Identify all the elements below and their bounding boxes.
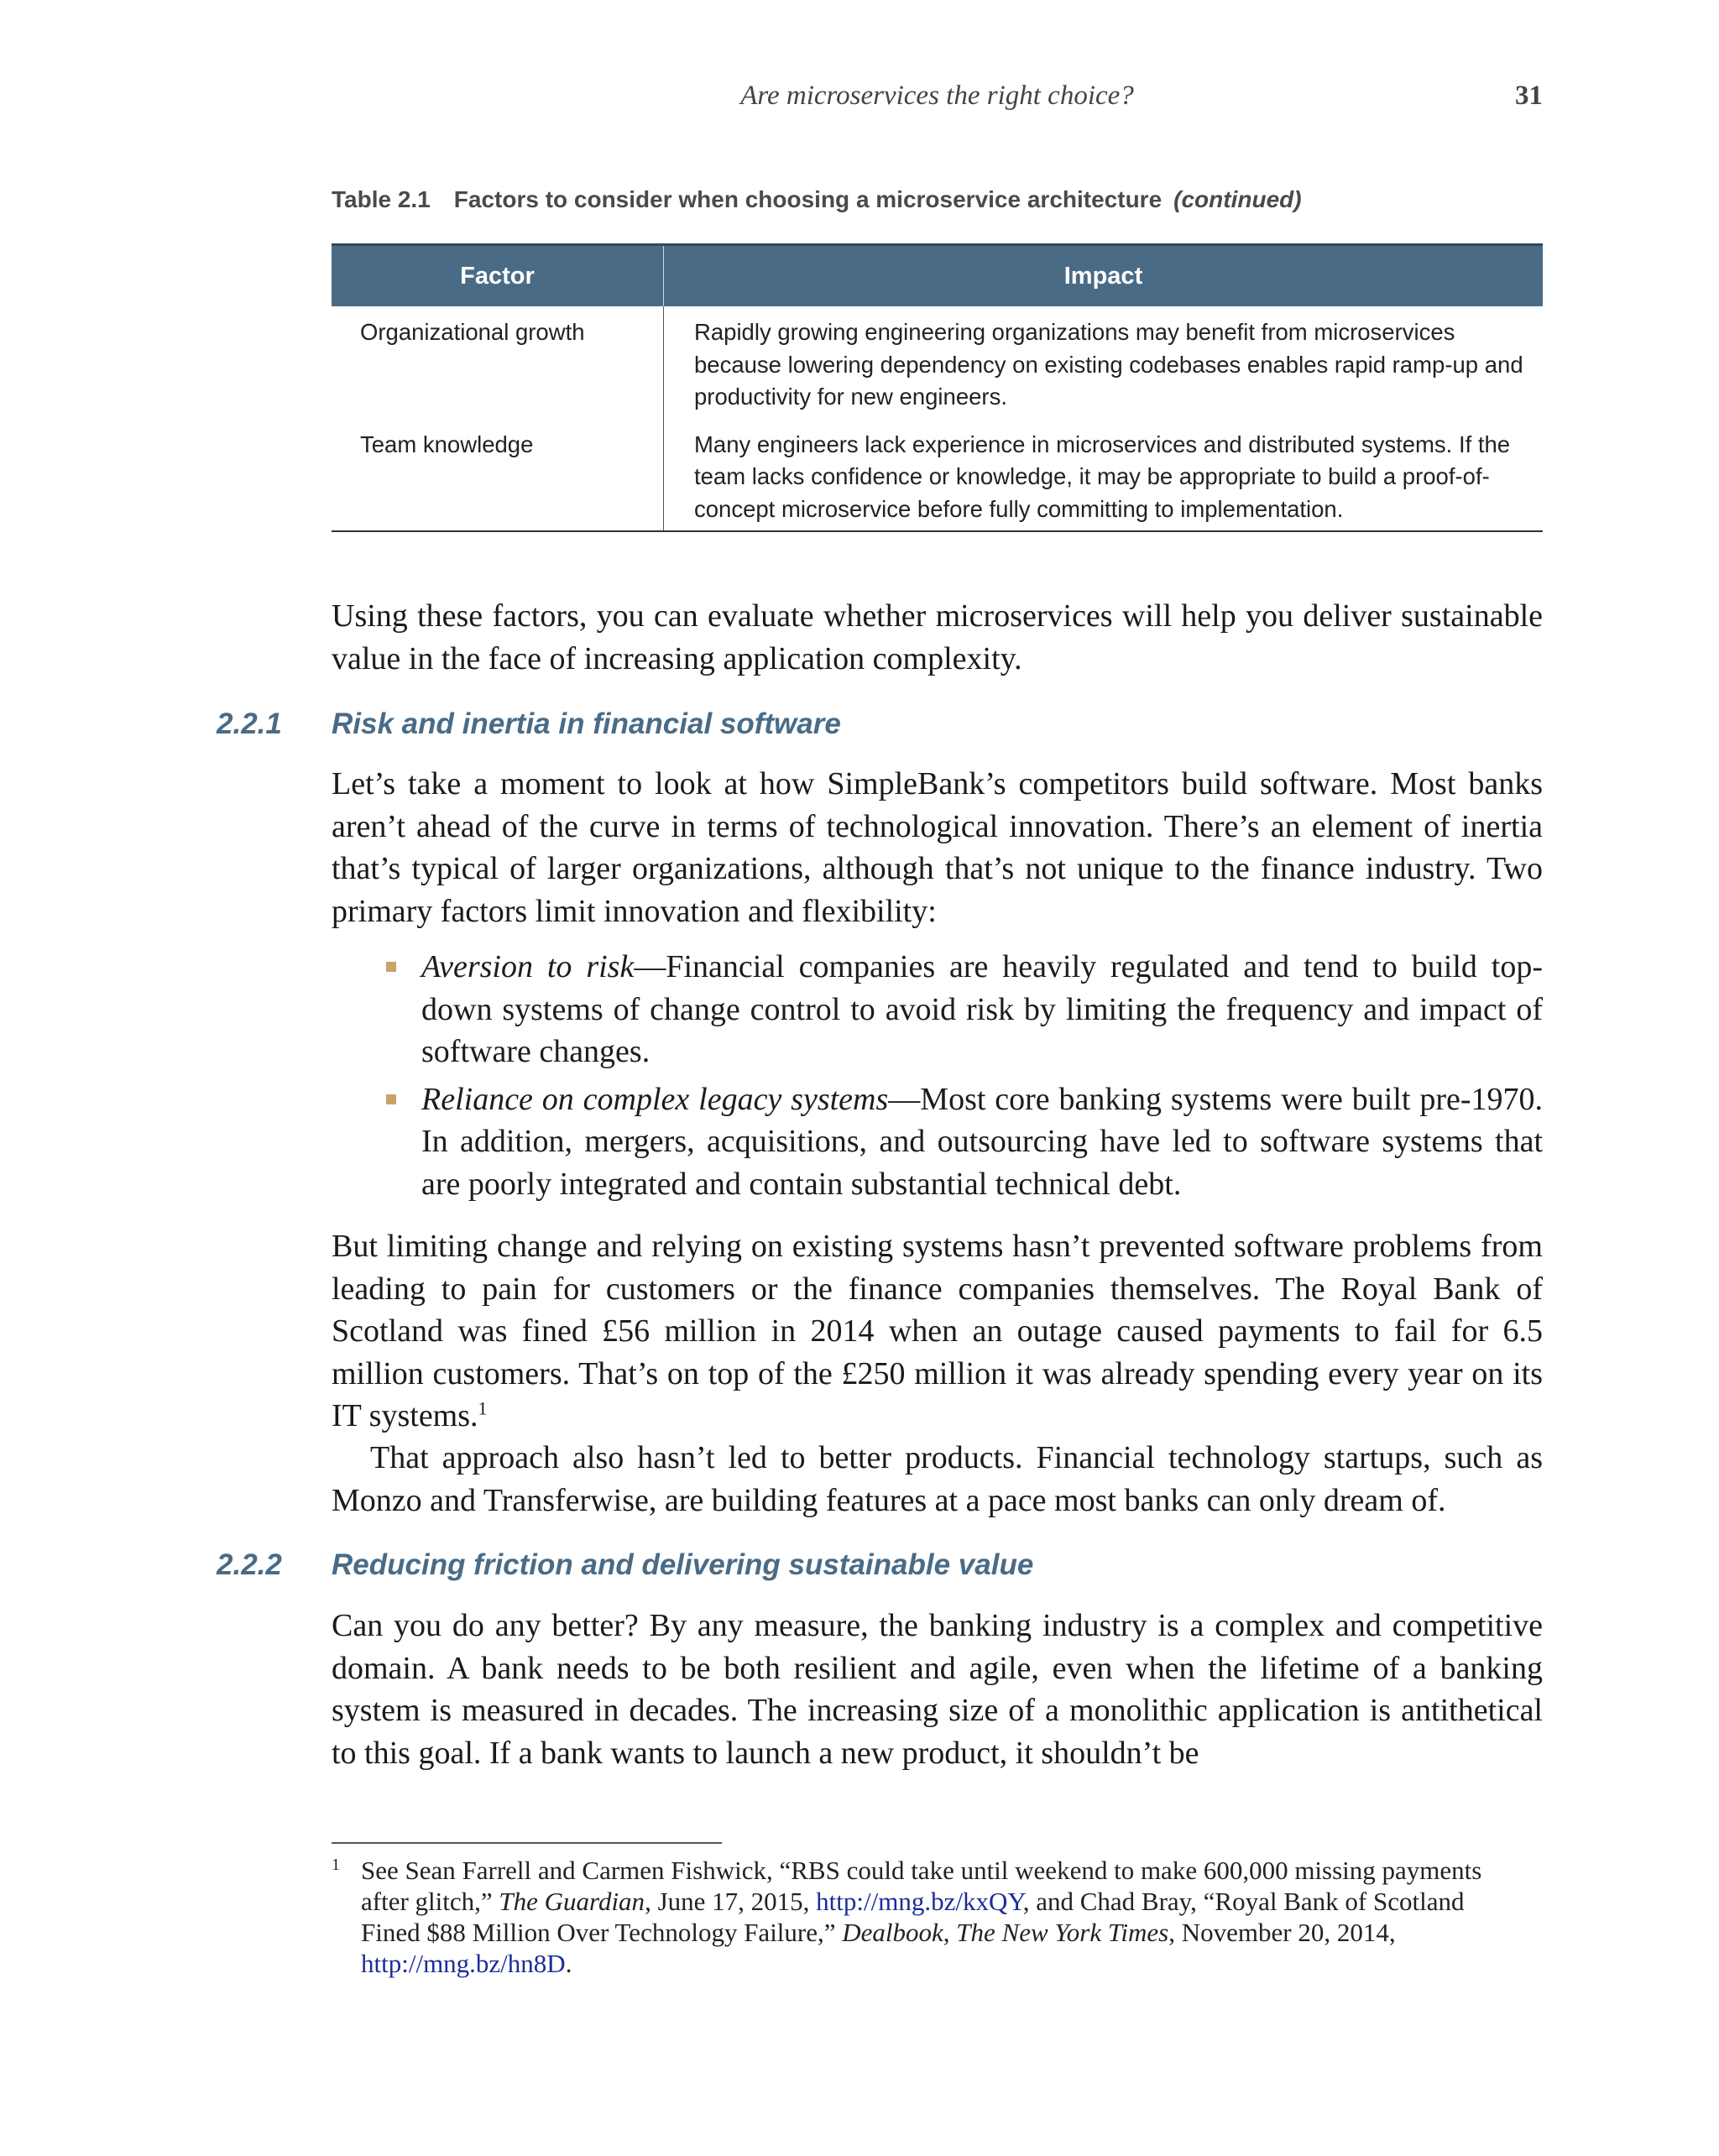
table-row (332, 429, 1543, 532)
section-paragraph: Let’s take a moment to look at how SimpleBank’s competitors build software. Most banks aren’t ahead of the curve in terms of technological innovation. There’s an element of inertia that’s typical of larger organizations, although that’s not unique to the finance industry. Two primary factors limit innovation and flexibility: (332, 766, 1543, 929)
footnote-divider (332, 1842, 722, 1844)
list-item (421, 946, 1543, 1073)
footnote-link[interactable]: http://mng.bz/hn8D (361, 1949, 566, 1978)
footnote-link[interactable]: http://mng.bz/kxQY (816, 1887, 1023, 1916)
table-number: Table 2.1 (332, 186, 431, 212)
square-bullet-icon (386, 1094, 396, 1104)
square-bullet-icon (386, 962, 396, 972)
footnote-text: , and Chad Bray, “Royal Bank of Scotland Fined $88 Million Over Technology Failure,” (361, 1887, 1465, 1947)
section-paragraph: Can you do any better? By any measure, the banking industry is a complex and competitive domain. A bank needs to be both resilient and agile, even when the lifetime of a banking system is measured in decades. The increasing size of a monolithic application is antithetical to this goal. If a bank wants to launch a new product, it shouldn’t be (332, 1608, 1543, 1771)
footnote-text: See Sean Farrell and Carmen Fishwick, “RBS could take until weekend to make 600,000 missing payments after glitch,” (361, 1856, 1482, 1916)
impact-cell: Rapidly growing engineering organizations may benefit from microservices because lowering dependency on existing codebases enables rapid ramp-up and productivity for new engineers. (694, 319, 1523, 410)
bullet-text: —Most core banking systems were built pre-1970. In addition, mergers, acquisitions, and outsourcing have led to software systems that are poorly integrated and contain substantial technical debt. (421, 1081, 1543, 1202)
bullet-text: —Financial companies are heavily regulated and tend to build top-down systems of change control to avoid risk by limiting the frequency and impact of software changes. (421, 949, 1544, 1069)
factor-cell: Team knowledge (332, 429, 664, 532)
section-number: 2.2.1 (217, 707, 282, 740)
column-header-impact: Impact (664, 245, 1544, 307)
column-header-factor: Factor (332, 245, 664, 307)
bullet-list (421, 946, 1543, 1210)
footnote-text: , (943, 1918, 957, 1947)
footnote-text: . (565, 1949, 572, 1978)
impact-cell: Many engineers lack experience in microservices and distributed systems. If the team lacks confidence or knowledge, it may be appropriate to build a proof-of-concept microservice before fully committing to implementation. (664, 429, 1544, 532)
footnote (332, 1855, 1507, 1979)
footnote-reference: 1 (478, 1397, 488, 1419)
factors-table (332, 243, 1543, 532)
page-number: 31 (1515, 81, 1543, 111)
section-paragraph (332, 1225, 1543, 1438)
factor-cell: Organizational growth (332, 306, 664, 429)
intro-paragraph: Using these factors, you can evaluate whether microservices will help you deliver sustainable value in the face of increasing application complexity. (332, 598, 1543, 676)
section-title: Reducing friction and delivering sustainable value (332, 1548, 1034, 1581)
running-header (332, 81, 1543, 123)
source-title: The New York Times (956, 1918, 1169, 1947)
table-row (332, 306, 1543, 429)
bullet-term: Reliance on complex legacy systems (421, 1081, 889, 1117)
table-continued-label: (continued) (1173, 186, 1302, 212)
table-header-row (332, 245, 1543, 307)
footnote-text: , November 20, 2014, (1168, 1918, 1396, 1947)
section-title: Risk and inertia in financial software (332, 707, 841, 740)
footnote-mark: 1 (332, 1856, 340, 1874)
table-caption (332, 186, 1543, 213)
paragraph-text: But limiting change and relying on existing systems hasn’t prevented software problems from leading to pain for customers or the finance companies themselves. The Royal Bank of Scotland was fined £56 million in 2014 when an outage caused payments to fail for 6.5 million customers. That’s on top of the £250 million it was already spending every year on its IT systems. (332, 1229, 1543, 1433)
table-caption-text: Factors to consider when choosing a microservice architecture (453, 186, 1163, 212)
footnote-text: , June 17, 2015, (645, 1887, 817, 1916)
running-title: Are microservices the right choice? (740, 81, 1134, 111)
section-number: 2.2.2 (217, 1548, 282, 1581)
bullet-term: Aversion to risk (421, 949, 635, 984)
footnote-body (361, 1855, 1507, 1979)
section-paragraph: That approach also hasn’t led to better products. Financial technology startups, such as Monzo and Transferwise, are building features at a pace most banks can only dream of. (332, 1440, 1543, 1518)
list-item (421, 1078, 1543, 1206)
source-title: Dealbook (842, 1918, 943, 1947)
source-title: The Guardian (499, 1887, 645, 1916)
